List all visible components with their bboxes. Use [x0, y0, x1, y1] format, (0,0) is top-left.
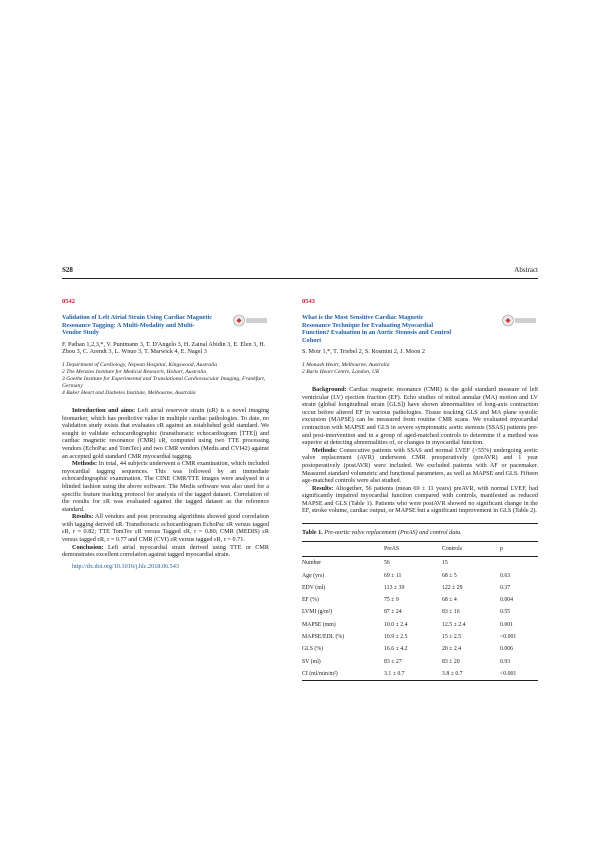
paragraph-text: Cardiac magnetic resonance (CMR) is the gold standard measure of left ventricular (LV) ejection fraction (EF). Echo studies of mitral annular (MA) motion and LV strain (global longitudinal strain [GLS]) have shown abnormalities of long-axis contraction occur before altered EF in various pathologies. Tissue tracking GLS and MA plane systolic excursion (MAPSE) can be measured from routine CMR scans. We evaluated myocardial contraction with MAPSE and GLS in severe symptomatic aortic stenosis (SSAS) patients pre- and post-intervention and in a group of aged-matched controls to determine if a method was superior at detecting abnormalities of, or changes in myocardial function. [302, 385, 538, 447]
table-row [302, 643, 538, 655]
table-cell: 83 ± 27 [384, 658, 402, 665]
table-cell: 56 [384, 560, 390, 567]
paragraph-text: Left atrial myocardial strain derived using TTE or CMR demonstrates excellent correlation against tagged myocardial strain. [62, 543, 269, 559]
section-heading: Results: [312, 484, 334, 492]
table-cell: GLS (%) [302, 646, 324, 653]
table-caption [302, 523, 538, 537]
table-cell: 0.006 [500, 646, 514, 653]
table-cell: 83 ± 20 [442, 658, 460, 665]
table-cell: 0.001 [500, 621, 514, 628]
table-cell: Age (yrs) [302, 572, 325, 579]
table-cell: 10.0 ± 2.4 [384, 621, 408, 628]
table-cell: 15 [442, 560, 448, 567]
table-row [302, 655, 538, 667]
table-cell: 0.37 [500, 584, 511, 591]
methods-paragraph [302, 447, 538, 485]
paragraph-text: Left atrial reservoir strain (εR) is a novel imaging biomarker, which has predictive value in multiple cardiac pathologies. To date, no validation study exists that evaluates εR against an established gold standard. We sought to validate echocardiographic (transthoracic echocardiogram [TTE]) and cardiac magnetic resonance (CMR) εR, computed using two TTE processing vendors (EchoPac and TomTec) and two CMR vendors (Medis and CVI42) against an accepted gold standard CMR myocardial tagging. [62, 406, 270, 460]
page-number: S28 [62, 266, 73, 274]
abstract-body [302, 386, 538, 515]
table-cell: EDV (ml) [302, 584, 326, 591]
section-heading: Introduction and aims: [72, 406, 136, 414]
table-cell: SV (ml) [302, 658, 321, 665]
abstract-body [62, 407, 269, 559]
table-cell: 20 ± 2.4 [442, 646, 462, 653]
affiliation: 2 Barts Heart Centre, London, UK [302, 368, 380, 375]
table-cell: 3.1 ± 0.7 [384, 670, 405, 677]
table-row [302, 582, 538, 594]
paragraph-text: Altogether, 56 patients (mean 69 ± 11 years) preAVR, with normal LVEF, had significantly impaired myocardial function compared with controls, manifested as reduced MAPSE and GLS (Table 1). Patients who were postAVR showed no significant change in the EF, stroke volume, cardiac output, or MAPSE but a significant improvement in GLS (Table 2). [302, 484, 538, 515]
table-cell: 75 ± 9 [384, 597, 399, 604]
paragraph-text: In total, 44 subjects underwent a CMR examination, which included myocardial tagging sequences. This was followed by an immediate echocardiographic examination. The CINE CMR/TTE images were analysed in a blinded fashion using the above software. The Medis software was also used for a specific feature tracking protocol for analysis of the tagged dataset. Correlation of the results for εR was evaluated against the tagged dataset as the reference standard. [62, 460, 270, 513]
table-cell: 16.6 ± 4.2 [384, 646, 408, 653]
paragraph-text: All vendors and post processing algorithms showed good correlation with tagging derived εR. Transthoracic echocardiogram EchoPac εR versus tagged εR, r = 0.82; TTE TomTec εR versus Tagged εR, r = 0.80; CMR (MEDIS) εR versus tagged εR, r = 0.77 and CMR (CVI) εR versus tagged εR, r = 0.71. [62, 513, 269, 544]
table-row [302, 594, 538, 606]
table-row [302, 557, 538, 570]
affiliation: 2 The Menzies Institute for Medical Research, Hobart, Australia [62, 368, 207, 375]
table-cell: 68 ± 4 [442, 597, 457, 604]
abstract-0542 [62, 298, 269, 570]
table-cell [500, 557, 538, 570]
column-header: Controls [442, 546, 462, 553]
crossmark-logo[interactable] [502, 314, 538, 327]
conclusion-paragraph [62, 544, 269, 559]
affiliations [302, 362, 538, 376]
table-label: Table 1. [302, 529, 323, 537]
table-cell: MAPSE (mm) [302, 621, 336, 628]
table-cell: Number [302, 560, 321, 567]
section-heading: Methods: [72, 460, 98, 468]
affiliations [62, 362, 269, 397]
table-cell: 113 ± 39 [384, 584, 405, 591]
table-cell: 0.63 [500, 572, 511, 579]
table-header-row [302, 542, 538, 557]
methods-paragraph [62, 460, 269, 513]
section-heading: Results: [72, 513, 94, 521]
running-header [62, 266, 538, 279]
results-paragraph [302, 485, 538, 515]
affiliation: 3 Goethe Institute for Experimental and Translational Cardiovascular Imaging, Frankfurt, Germany [62, 375, 266, 389]
table-cell: 0.93 [500, 658, 511, 665]
table-cell: MAPSE/EDL (%) [302, 633, 345, 640]
results-paragraph [62, 513, 269, 543]
crossmark-logo[interactable] [233, 314, 269, 327]
table-cell: 3.8 ± 0.7 [442, 670, 463, 677]
table-cell: <0.001 [500, 633, 517, 640]
affiliation: 1 Department of Cardiology, Nepean Hospital, Kingswood, Australia [62, 361, 218, 368]
abstract-title: What is the Most Sensitive Cardiac Magnetic Resonance Technique for Evaluating Myocardial Function? Evaluation in an Aortic Stenosis and Control Cohort [302, 314, 452, 344]
table-row [302, 668, 538, 681]
table-cell: CI (ml/min/m²) [302, 670, 338, 677]
table-cell: EF (%) [302, 597, 319, 604]
table-cell: 87 ± 24 [384, 609, 402, 616]
affiliation: 4 Baker Heart and Diabetes Institute, Melbourne, Australia [62, 389, 196, 396]
table-cell: 12.5 ± 2.4 [442, 621, 466, 628]
table-cell: 122 ± 29 [442, 584, 463, 591]
author-list: F. Pathan 1,2,3,*, V. Puntmann 3, T. D'Angelo 3, H. Zainal Abidin 3, E. Elen 3, H. Zhou 3, C. Arendt 3, L. Wnuo 3, T. Marwick 4, E. Nagel 3 [62, 340, 266, 356]
table-cell: <0.001 [500, 670, 517, 677]
column-header: p [500, 546, 503, 553]
section-heading: Conclusion: [72, 543, 104, 551]
table-cell: LVMI (g/m²) [302, 609, 333, 616]
table-cell: 15 ± 2.5 [442, 633, 462, 640]
section-heading: Methods: [312, 446, 338, 454]
abstract-0543 [302, 298, 538, 681]
data-table [302, 541, 538, 681]
section-heading: Background: [312, 385, 347, 393]
table-cell: 68 ± 5 [442, 572, 457, 579]
paragraph-text: Consecutive patients with SSAS and normal LVEF (>55%) undergoing aortic valve replacement (AVR) underwent CMR preoperatively (preAVR) and 1 year postoperatively (postAVR) were included. We excluded patients with AF or pacemaker. Measured standard volumetric and functional parameters, as well as MAPSE and GLS. Fifteen age-matched controls were also studied. [302, 446, 538, 485]
abstract-title: Validation of Left Atrial Strain Using Cardiac Magnetic Resonance Tagging: A Multi-Modality and Multi-Vendor Study [62, 314, 213, 337]
author-list: S. Moir 1,*, T. Triebel 2, S. Rosmini 2, J. Moon 2 [302, 348, 426, 356]
table-cell: 83 ± 16 [442, 609, 460, 616]
intro-paragraph [62, 407, 269, 460]
table-cell: 0.55 [500, 609, 511, 616]
table-title: Pre-aortic valve replacement (PreAS) and control data. [324, 529, 462, 537]
table-cell: 69 ± 11 [384, 572, 402, 579]
affiliation: 1 Monash Heart, Melbourne, Australia [302, 361, 390, 368]
table-row [302, 631, 538, 643]
table-row [302, 619, 538, 631]
abstract-id: 0542 [62, 298, 75, 305]
table-row [302, 569, 538, 581]
doi-link[interactable]: http://dx.doi.org/10.1016/j.hlc.2018.06.543 [72, 562, 179, 570]
section-label: Abstract [514, 266, 538, 274]
table-row [302, 606, 538, 618]
column-header: PreAS [384, 546, 400, 553]
column-header [302, 542, 384, 557]
abstract-id: 0543 [302, 298, 315, 305]
table-cell: 0.004 [500, 597, 514, 604]
table-cell: 10.9 ± 2.5 [384, 633, 408, 640]
background-paragraph [302, 386, 538, 447]
